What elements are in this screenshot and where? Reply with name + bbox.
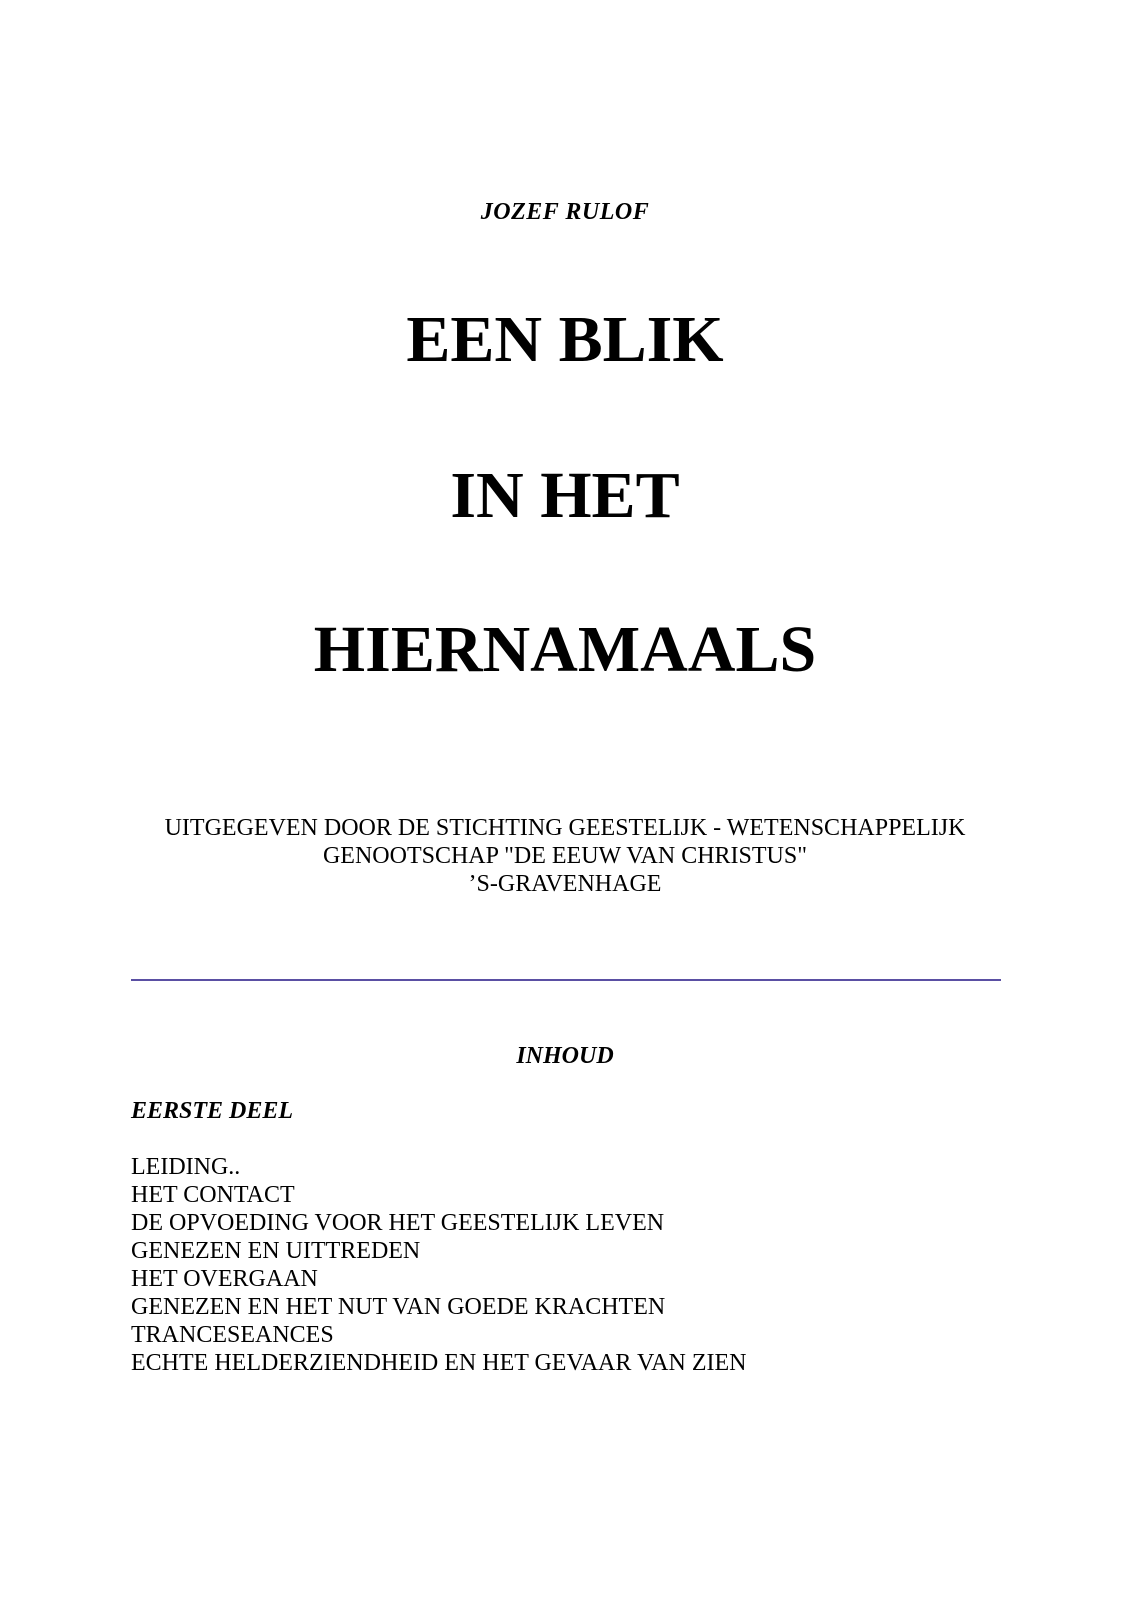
publisher-block [0,814,1130,898]
toc-entry: GENEZEN EN HET NUT VAN GOEDE KRACHTEN [131,1294,666,1320]
title-line-3: HIERNAMAALS [313,613,817,686]
author-name: JOZEF RULOF [480,199,650,225]
publisher-line: ’S-GRAVENHAGE [468,871,662,897]
publisher-line: UITGEGEVEN DOOR DE STICHTING GEESTELIJK - WETENSCHAPPELIJK [164,815,966,841]
toc-entry: GENEZEN EN UITTREDEN [131,1238,421,1264]
publisher-line: GENOOTSCHAP "DE EEUW VAN CHRISTUS" [322,843,808,869]
toc-entry: DE OPVOEDING VOOR HET GEESTELIJK LEVEN [131,1210,665,1236]
toc-entry: HET CONTACT [131,1182,295,1208]
toc-entry: HET OVERGAAN [131,1266,318,1292]
title-line-1: EEN BLIK [406,303,724,376]
title-line-2: IN HET [450,459,680,532]
toc-entry: ECHTE HELDERZIENDHEID EN HET GEVAAR VAN ZIEN [131,1350,747,1376]
horizontal-divider [131,979,1001,981]
toc-entry: TRANCESEANCES [131,1322,334,1348]
section-heading: EERSTE DEEL [131,1098,294,1124]
toc-entry: LEIDING.. [131,1154,241,1180]
toc-heading: INHOUD [516,1043,614,1069]
toc-list [131,1153,747,1377]
